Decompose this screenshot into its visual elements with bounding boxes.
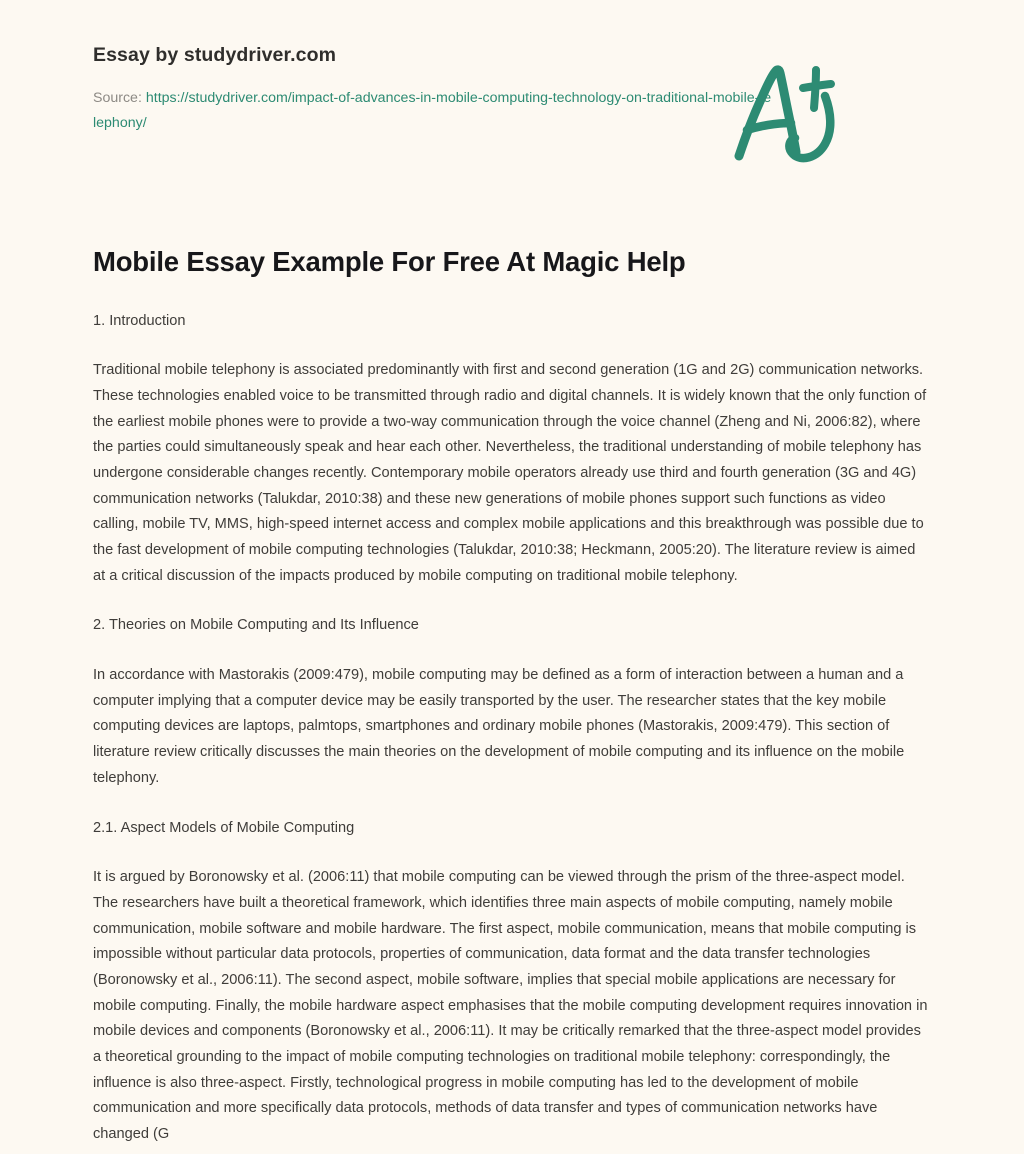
paragraph-theories: In accordance with Mastorakis (2009:479), mobile computing may be defined as a form of interaction between a human and a computer implying that a computer device may be easily transported by the user. The researcher states that the key mobile computing devices are laptops, palmtops, smartphones and ordinary mobile phones (Mastorakis, 2009:479). This section of literature review critically discusses the main theories on the development of mobile computing and its influence on the mobile telephony. [93, 667, 905, 786]
source-label: Source: [93, 90, 142, 107]
section-heading-1: 1. Introduction [93, 312, 186, 329]
paragraph-intro: Traditional mobile telephony is associated predominantly with first and second generation (1G and 2G) communication networks. These technologies enabled voice to be transmitted through radio and digital channels. It is widely known that the only function of the earliest mobile phones were to provide a two-way communication through the voice channel (Zheng and Ni, 2006:82), where the parties could simultaneously speak and hear each other. Nevertheless, the traditional understanding of mobile telephony has undergone considerable changes recently. Contemporary mobile operators already use third and fourth generation (3G and 4G) communication networks (Talukdar, 2010:38) and these new generations of mobile phones support such functions as video calling, mobile TV, MMS, high-speed internet access and complex mobile applications and this breakthrough was possible due to the fast development of mobile computing technologies (Talukdar, 2010:38; Heckmann, 2005:20). The literature review is aimed at a critical discussion of the impacts produced by mobile computing on traditional mobile telephony. [93, 362, 927, 584]
essay-byline: Essay by studydriver.com [93, 44, 337, 66]
document-body [93, 280, 931, 1148]
source-line [93, 67, 773, 135]
document-header [93, 0, 931, 148]
section-heading-2: 2. Theories on Mobile Computing and Its Influence [93, 617, 419, 634]
a-plus-logo [721, 52, 849, 174]
paragraph-aspect-models: It is argued by Boronowsky et al. (2006:11) that mobile computing can be viewed through the prism of the three-aspect model. The researchers have built a theoretical framework, which identifies three main aspects of mobile computing, namely mobile communication, mobile software and mobile hardware. The first aspect, mobile communication, means that mobile computing is impossible without particular data protocols, properties of communication, data format and the data transfer technologies (Boronowsky et al., 2006:11). The second aspect, mobile software, implies that special mobile applications are necessary for mobile computing. Finally, the mobile hardware aspect emphasises that the mobile computing development requires innovation in mobile devices and components (Boronowsky et al., 2006:11). It may be critically remarked that the three-aspect model provides a theoretical grounding to the impact of mobile computing technologies on traditional mobile telephony: correspondingly, the influence is also three-aspect. Firstly, technological progress in mobile computing has led to the development of mobile communication and more specifically data protocols, methods of data transfer and types of communication networks have changed (G [93, 869, 928, 1142]
source-url-link[interactable]: https://studydriver.com/impact-of-advances-in-mobile-computing-technology-on-traditional-mobile-telephony/ [93, 90, 772, 131]
page-title: Mobile Essay Example For Free At Magic Help [93, 246, 686, 277]
section-heading-2-1: 2.1. Aspect Models of Mobile Computing [93, 819, 355, 836]
